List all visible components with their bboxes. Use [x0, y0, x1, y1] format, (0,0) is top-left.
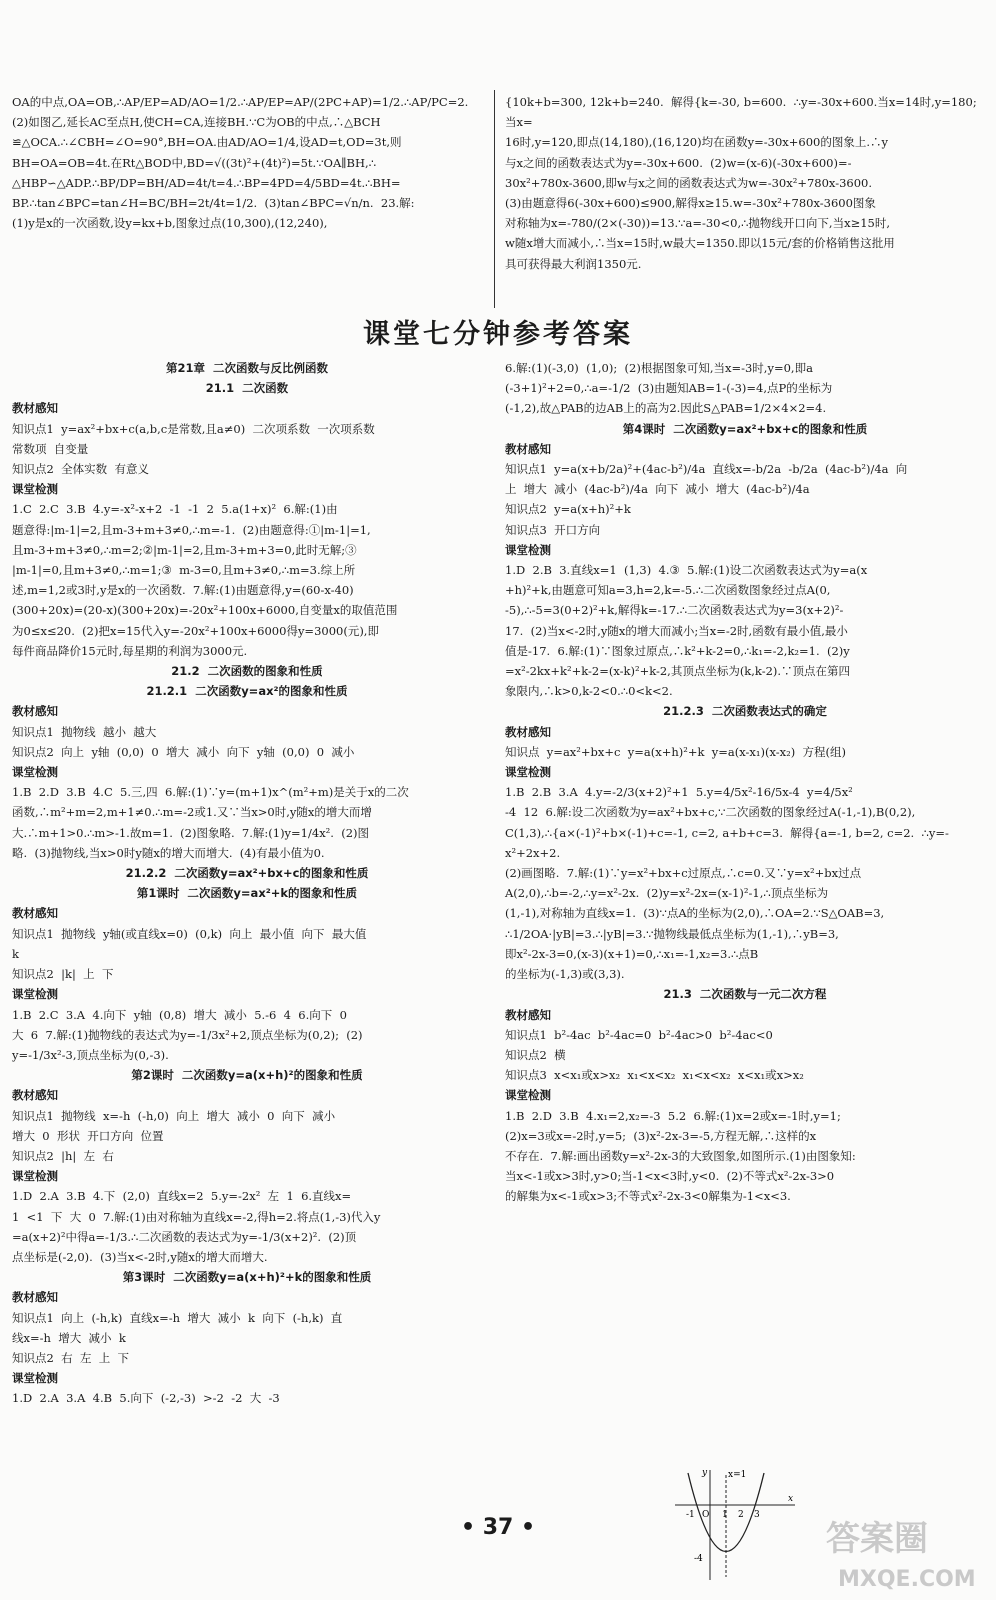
- answer-line: 略. (3)抛物线,当x>0时y随x的增大而增大. (4)有最小值为0.: [12, 845, 325, 860]
- answer-line: 知识点2 右 左 上 下: [12, 1350, 130, 1365]
- answer-line: (300+20x)=(20-x)(300+20x)=-20x²+100x+6000,自变量x的取值范围: [12, 603, 398, 618]
- section-heading: 21.2.2 二次函数y=ax²+bx+c的图象和性质: [125, 866, 369, 881]
- answer-line: C(1,3),∴{a×(-1)²+b×(-1)+c=-1, c=2, a+b+c=3. 解得{a=-1, b=2, c=2. ∴y=-x²+2x+2.: [505, 825, 949, 860]
- answer-line: 大 6 7.解:(1)抛物线的表达式为y=-1/3x²+2,顶点坐标为(0,2); (2): [12, 1027, 363, 1042]
- answer-line: 的解集为x<-1或x>3;不等式x²-2x-3<0解集为-1<x<3.: [505, 1189, 791, 1204]
- answer-line: 不存在. 7.解:画出函数y=x²-2x-3的大致图象,如图所示.(1)由图象知:: [505, 1148, 856, 1163]
- top-left-line: (2)如图乙,延长AC至点H,使CH=CA,连接BH.∵C为OB的中点,∴△BCH: [12, 115, 381, 130]
- answer-line: 函数,∴m²+m=2,m+1≠0.∴m=-2或1.又∵当x>0时,y随x的增大而增: [12, 805, 372, 820]
- top-right-line: 对称轴为x=-780/(2×(-30))=13.∵a=-30<0,∴抛物线开口向下,当x≥15时,: [505, 216, 890, 231]
- top-left-line: (1)y是x的一次函数,设y=kx+b,图象过点(10,300),(12,240),: [12, 216, 328, 231]
- answer-line: 题意得:|m-1|=2,且m-3+m+3≠0,∴m=-1. (2)由题意得:①|m-1|=1,: [12, 522, 371, 537]
- answer-line: -4 12 6.解:设二次函数为y=ax²+bx+c,∵二次函数的图象经过A(-1,-1),B(0,2),: [505, 805, 916, 820]
- watermark-logo: [820, 1500, 990, 1596]
- sym-label: x=1: [728, 1470, 747, 1480]
- subsection-heading: 课堂检测: [505, 765, 551, 780]
- answer-line: 的坐标为(-1,3)或(3,3).: [505, 967, 625, 982]
- answer-line: 知识点2 |k| 上 下: [12, 967, 114, 982]
- top-right-line: {10k+b=300, 12k+b=240. 解得{k=-30, b=600. ∴y=-30x+600.当x=14时,y=180;当x=: [505, 95, 977, 130]
- top-right-line: 与x之间的函数表达式为y=-30x+600. (2)w=(x-6)(-30x+600)=-: [505, 155, 852, 170]
- subsection-heading: 课堂检测: [12, 765, 58, 780]
- answer-line: 大.∴m+1>0.∴m>-1.故m=1. (2)图象略. 7.解:(1)y=1/4x². (2)图: [12, 825, 370, 840]
- answer-line: 知识点2 全体实数 有意义: [12, 462, 149, 477]
- answer-line: 每件商品降价15元时,每星期的利润为3000元.: [12, 643, 248, 658]
- answer-line: 1.B 2.B 3.A 4.y=-2/3(x+2)²+1 5.y=4/5x²-16/5x-4 y=4/5x²: [505, 785, 853, 800]
- answer-line: 6.解:(1)(-3,0) (1,0); (2)根据图象可知,当x=-3时,y=0,即a: [505, 361, 813, 375]
- answer-line: 知识点3 开口方向: [505, 522, 601, 537]
- subsection-heading: 教材感知: [12, 704, 58, 719]
- section-heading: 第1课时 二次函数y=ax²+k的图象和性质: [136, 886, 358, 901]
- top-left-line: BH=OA=OB=4t.在Rt△BOD中,BD=√((3t)²+(4t)²)=5t.∵OA∥BH,∴: [12, 155, 377, 170]
- tick-1: 1: [722, 1510, 728, 1520]
- answer-line: k: [12, 946, 19, 961]
- axis-x-label: x: [788, 1494, 794, 1504]
- answer-line: 知识点1 抛物线 x=-h (-h,0) 向上 增大 减小 0 向下 减小: [12, 1108, 336, 1123]
- answer-line: 知识点2 |h| 左 右: [12, 1148, 114, 1163]
- svg-text:答案圈: 答案圈: [826, 1519, 928, 1559]
- column-divider: [494, 90, 495, 308]
- subsection-heading: 教材感知: [505, 1007, 551, 1022]
- top-left-line: ≌△OCA.∴∠CBH=∠O=90°,BH=OA.由AD/AO=1/4,设AD=t,OD=3t,则: [12, 135, 402, 150]
- top-right-line: w随x增大而减小,∴当x=15时,w最大=1350.即以15元/套的价格销售这批用: [505, 236, 895, 251]
- answer-line: 1 <1 下 大 0 7.解:(1)由对称轴为直线x=-2,得h=2.将点(1,-3)代入y: [12, 1209, 381, 1224]
- answer-line: 即x²-2x-3=0,(x-3)(x+1)=0,∴x₁=-1,x₂=3.∴点B: [505, 946, 759, 961]
- tick-3: 3: [754, 1510, 760, 1520]
- section-heading: 第3课时 二次函数y=a(x+h)²+k的图象和性质: [122, 1270, 372, 1285]
- subsection-heading: 教材感知: [12, 401, 58, 416]
- answer-line: A(2,0),∴b=-2,∴y=x²-2x. (2)y=x²-2x=(x-1)²-1,∴顶点坐标为: [505, 886, 829, 901]
- subsection-heading: 教材感知: [505, 724, 551, 739]
- answer-line: 且m-3+m+3≠0,∴m=2;②|m-1|=2,且m-3+m+3=0,此时无解;③: [12, 542, 357, 557]
- answer-line: 为0≤x≤20. (2)把x=15代入y=-20x²+100x+6000得y=3000(元),即: [12, 623, 379, 638]
- answer-line: 知识点2 y=a(x+h)²+k: [505, 502, 631, 517]
- answer-line: 值是-17. 6.解:(1)∵图象过原点,∴k²+k-2=0,∴k₁=-2,k₂=1. (2)y: [505, 643, 850, 658]
- answer-line: 1.D 2.A 3.B 4.下 (2,0) 直线x=2 5.y=-2x² 左 1 6.直线x=: [12, 1189, 352, 1204]
- subsection-heading: 课堂检测: [12, 1371, 58, 1386]
- section-heading: 21.3 二次函数与一元二次方程: [663, 987, 827, 1002]
- subsection-heading: 课堂检测: [12, 482, 58, 497]
- subsection-heading: 教材感知: [12, 1088, 58, 1103]
- section-heading: 21.2.3 二次函数表达式的确定: [663, 704, 827, 719]
- answer-line: (1,-1),对称轴为直线x=1. (3)∵点A的坐标为(2,0),∴OA=2.∵S△OAB=3,: [505, 906, 885, 921]
- axis-y-label: y: [702, 1468, 708, 1478]
- answer-line: 1.D 2.B 3.直线x=1 (1,3) 4.③ 5.解:(1)设二次函数表达式为y=a(x: [505, 563, 868, 578]
- answer-line: |m-1|=0,且m+3≠0,∴m=1;③ m-3=0,且m+3≠0,∴m=3.综上所: [12, 563, 356, 578]
- answer-line: (2)画图略. 7.解:(1)∵y=x²+bx+c过原点,∴c=0.又∵y=x²+bx过点: [505, 866, 862, 881]
- answer-line: 1.B 2.C 3.A 4.向下 y轴 (0,8) 增大 减小 5.-6 4 6.向下 0: [12, 1007, 347, 1022]
- answer-line: 知识点 y=ax²+bx+c y=a(x+h)²+k y=a(x-x₁)(x-x₂) 方程(组): [505, 744, 847, 759]
- subsection-heading: 课堂检测: [505, 1088, 551, 1103]
- section-title: 课堂七分钟参考答案: [363, 319, 633, 350]
- answer-line: (2)x=3或x=-2时,y=5; (3)x²-2x-3=-5,方程无解,∴这样的x: [505, 1128, 817, 1143]
- subsection-heading: 课堂检测: [12, 987, 58, 1002]
- section-heading: 第4课时 二次函数y=ax²+bx+c的图象和性质: [622, 421, 868, 436]
- top-right-line: 16时,y=120,即点(14,180),(16,120)均在函数y=-30x+600的图象上.∴y: [505, 135, 888, 150]
- answer-line: =x²-2kx+k²+k-2=(x-k)²+k-2,其顶点坐标为(k,k-2).∵顶点在第四: [505, 664, 851, 679]
- tick-minus1: -1: [686, 1510, 695, 1520]
- answer-line: 知识点1 y=ax²+bx+c(a,b,c是常数,且a≠0) 二次项系数 一次项系数: [12, 421, 375, 436]
- answer-line: 线x=-h 增大 减小 k: [12, 1330, 126, 1345]
- tick-2: 2: [738, 1510, 744, 1520]
- top-left-line: BP.∴tan∠BPC=tan∠H=BC/BH=2t/4t=1/2. (3)tan∠BPC=√n/n. 23.解:: [12, 196, 415, 211]
- section-heading: 第2课时 二次函数y=a(x+h)²的图象和性质: [131, 1068, 363, 1083]
- answer-line: (-3+1)²+2=0,∴a=-1/2 (3)由题知AB=1-(-3)=4,点P的坐标为: [505, 381, 833, 396]
- answer-line: 知识点2 横: [505, 1047, 566, 1062]
- answer-line: 1.C 2.C 3.B 4.y=-x²-x+2 -1 -1 2 5.a(1+x)² 6.解:(1)由: [12, 502, 338, 517]
- answer-line: 知识点2 向上 y轴 (0,0) 0 增大 减小 向下 y轴 (0,0) 0 减小: [12, 744, 355, 759]
- subsection-heading: 教材感知: [505, 441, 551, 456]
- section-heading: 21.2 二次函数的图象和性质: [171, 664, 323, 679]
- min-label: -4: [694, 1554, 703, 1564]
- answer-line: y=-1/3x²-3,顶点坐标为(0,-3).: [12, 1047, 169, 1062]
- svg-text:MXQE.COM: MXQE.COM: [838, 1567, 976, 1592]
- top-left-column: [12, 92, 482, 233]
- answer-line: 述,m=1,2或3时,y是x的一次函数. 7.解:(1)由题意得,y=(60-x-40): [12, 583, 354, 598]
- answer-line: 知识点1 b²-4ac b²-4ac=0 b²-4ac>0 b²-4ac<0: [505, 1027, 773, 1042]
- top-right-column: [505, 92, 985, 274]
- answer-line: 知识点1 向上 (-h,k) 直线x=-h 增大 减小 k 向下 (-h,k) 直: [12, 1310, 343, 1325]
- right-column: [505, 358, 985, 1207]
- answer-line: 知识点1 y=a(x+b/2a)²+(4ac-b²)/4a 直线x=-b/2a -b/2a (4ac-b²)/4a 向: [505, 462, 908, 477]
- answer-line: 常数项 自变量: [12, 441, 89, 456]
- section-heading: 21.1 二次函数: [205, 381, 289, 396]
- top-right-line: 具可获得最大利润1350元.: [505, 256, 642, 271]
- answer-line: 知识点1 抛物线 越小 越大: [12, 724, 157, 739]
- answer-line: 上 增大 减小 (4ac-b²)/4a 向下 减小 增大 (4ac-b²)/4a: [505, 482, 810, 497]
- page-number: • 37 •: [460, 1515, 536, 1540]
- answer-line: 知识点3 x<x₁或x>x₂ x₁<x<x₂ x₁<x<x₂ x<x₁或x>x₂: [505, 1068, 804, 1083]
- answer-line: (-1,2),故△PAB的边AB上的高为2.因此S△PAB=1/2×4×2=4.: [505, 401, 827, 416]
- subsection-heading: 课堂检测: [505, 542, 551, 557]
- answer-line: 增大 0 形状 开口方向 位置: [12, 1128, 164, 1143]
- left-column: [12, 358, 482, 1409]
- subsection-heading: 教材感知: [12, 906, 58, 921]
- section-heading: 21.2.1 二次函数y=ax²的图象和性质: [146, 684, 348, 699]
- top-right-line: (3)由题意得6(-30x+600)≤900,解得x≥15.w=-30x²+780x-3600图象: [505, 196, 876, 211]
- answer-line: 点坐标是(-2,0). (3)当x<-2时,y随x的增大而增大.: [12, 1249, 268, 1264]
- answer-line: ∴1/2OA·|yB|=3.∴|yB|=3.∵抛物线最低点坐标为(1,-1),∴yB=3,: [505, 926, 839, 941]
- subsection-heading: 教材感知: [12, 1290, 58, 1305]
- tick-origin: O: [702, 1510, 710, 1520]
- answer-line: 17. (2)当x<-2时,y随x的增大而减小;当x=-2时,函数有最小值,最小: [505, 623, 848, 638]
- answer-line: 当x<-1或x>3时,y>0;当-1<x<3时,y<0. (2)不等式x²-2x-3>0: [505, 1169, 835, 1184]
- answer-line: 象限内,∴k>0,k-2<0.∴0<k<2.: [505, 684, 673, 699]
- answer-line: =a(x+2)²中得a=-1/3.∴二次函数的表达式为y=-1/3(x+2)². (2)顶: [12, 1229, 357, 1244]
- top-left-line: OA的中点,OA=OB,∴AP/EP=AD/AO=1/2.∴AP/EP=AP/(2PC+AP)=1/2.∴AP/PC=2.: [12, 95, 469, 109]
- answer-line: +h)²+k,由题意可知a=3,h=2,k=-5.∴二次函数图象经过点A(0,: [505, 583, 831, 598]
- answer-line: 1.B 2.D 3.B 4.C 5.三,四 6.解:(1)∵y=(m+1)x^(m²+m)是关于x的二次: [12, 785, 409, 800]
- answer-line: 1.D 2.A 3.A 4.B 5.向下 (-2,-3) >-2 -2 大 -3: [12, 1391, 280, 1406]
- answer-line: -5),∴-5=3(0+2)²+k,解得k=-17.∴二次函数表达式为y=3(x+2)²-: [505, 603, 844, 618]
- answer-line: 1.B 2.D 3.B 4.x₁=2,x₂=-3 5.2 6.解:(1)x=2或x=-1时,y=1;: [505, 1108, 841, 1123]
- top-right-line: 30x²+780x-3600,即w与x之间的函数表达式为w=-30x²+780x-3600.: [505, 175, 873, 190]
- answer-line: 知识点1 抛物线 y轴(或直线x=0) (0,k) 向上 最小值 向下 最大值: [12, 926, 367, 941]
- section-heading: 第21章 二次函数与反比例函数: [165, 361, 328, 375]
- top-left-line: △HBP∽△ADP.∴BP/DP=BH/AD=4t/t=4.∴BP=4PD=4/5BD=4t.∴BH=: [12, 175, 401, 190]
- subsection-heading: 课堂检测: [12, 1169, 58, 1184]
